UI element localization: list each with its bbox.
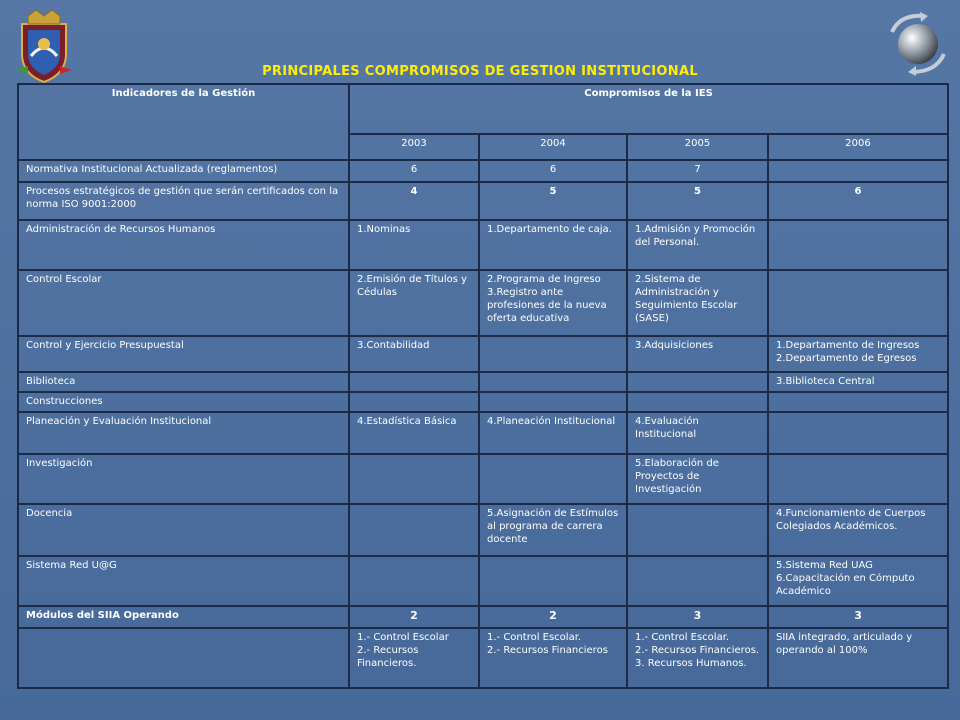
value-cell — [349, 392, 479, 412]
value-cell — [479, 556, 627, 606]
commitments-header: Compromisos de la IES — [349, 84, 948, 134]
value-cell: 6 — [768, 182, 948, 220]
value-cell: 1.- Control Escolar. 2.- Recursos Financieros — [479, 628, 627, 688]
value-cell: 7 — [627, 160, 768, 182]
value-cell: 5.Sistema Red UAG 6.Capacitación en Cómputo Académico — [768, 556, 948, 606]
indicator-cell: Biblioteca — [18, 372, 349, 392]
year-header: 2006 — [768, 134, 948, 160]
indicator-cell: Control y Ejercicio Presupuestal — [18, 336, 349, 372]
value-cell: 4.Evaluación Institucional — [627, 412, 768, 454]
indicator-cell: Control Escolar — [18, 270, 349, 336]
value-cell — [479, 372, 627, 392]
value-cell: 1.- Control Escolar. 2.- Recursos Financieros. 3. Recursos Humanos. — [627, 628, 768, 688]
table-row — [18, 392, 948, 412]
value-cell — [627, 504, 768, 556]
table-row — [18, 182, 948, 220]
value-cell: 1.Departamento de Ingresos 2.Departamento de Egresos — [768, 336, 948, 372]
value-cell: 1.- Control Escolar 2.- Recursos Financieros. — [349, 628, 479, 688]
indicator-cell: Planeación y Evaluación Institucional — [18, 412, 349, 454]
value-cell: 4.Estadística Básica — [349, 412, 479, 454]
value-cell: 6 — [479, 160, 627, 182]
value-cell: 1.Nominas — [349, 220, 479, 270]
table-row — [18, 556, 948, 606]
value-cell: 2.Sistema de Administración y Seguimiento Escolar (SASE) — [627, 270, 768, 336]
value-cell: 2 — [349, 606, 479, 628]
value-cell: 3.Contabilidad — [349, 336, 479, 372]
value-cell: 4.Planeación Institucional — [479, 412, 627, 454]
value-cell: 3.Biblioteca Central — [768, 372, 948, 392]
year-header: 2004 — [479, 134, 627, 160]
table-row — [18, 412, 948, 454]
value-cell — [349, 556, 479, 606]
table-row — [18, 606, 948, 628]
value-cell: 1.Departamento de caja. — [479, 220, 627, 270]
indicator-header: Indicadores de la Gestión — [18, 84, 349, 160]
value-cell: 5 — [479, 182, 627, 220]
value-cell: 4.Funcionamiento de Cuerpos Colegiados Académicos. — [768, 504, 948, 556]
indicator-cell: Construcciones — [18, 392, 349, 412]
value-cell — [349, 454, 479, 504]
commitments-table — [17, 83, 949, 689]
value-cell — [479, 392, 627, 412]
value-cell: 5.Asignación de Estímulos al programa de carrera docente — [479, 504, 627, 556]
indicator-cell: Procesos estratégicos de gestión que serán certificados con la norma ISO 9001:2000 — [18, 182, 349, 220]
indicator-cell — [18, 628, 349, 688]
header-row — [18, 84, 948, 134]
table-row — [18, 454, 948, 504]
indicator-cell: Sistema Red U@G — [18, 556, 349, 606]
value-cell — [768, 160, 948, 182]
value-cell: 5 — [627, 182, 768, 220]
table-row — [18, 504, 948, 556]
value-cell: 3 — [627, 606, 768, 628]
table-row — [18, 628, 948, 688]
table-row — [18, 160, 948, 182]
indicator-cell: Administración de Recursos Humanos — [18, 220, 349, 270]
indicator-cell: Normativa Institucional Actualizada (reglamentos) — [18, 160, 349, 182]
value-cell — [479, 336, 627, 372]
value-cell: 3.Adquisiciones — [627, 336, 768, 372]
value-cell: SIIA integrado, articulado y operando al 100% — [768, 628, 948, 688]
year-header: 2005 — [627, 134, 768, 160]
year-header: 2003 — [349, 134, 479, 160]
value-cell: 6 — [349, 160, 479, 182]
value-cell — [627, 556, 768, 606]
page-title: PRINCIPALES COMPROMISOS DE GESTION INSTITUCIONAL — [262, 64, 698, 79]
value-cell: 5.Elaboración de Proyectos de Investigación — [627, 454, 768, 504]
value-cell — [349, 372, 479, 392]
value-cell: 2.Programa de Ingreso 3.Registro ante profesiones de la nueva oferta educativa — [479, 270, 627, 336]
value-cell: 3 — [768, 606, 948, 628]
table-row — [18, 372, 948, 392]
value-cell — [768, 220, 948, 270]
value-cell — [479, 454, 627, 504]
value-cell: 2 — [479, 606, 627, 628]
value-cell: 1.Admisión y Promoción del Personal. — [627, 220, 768, 270]
value-cell — [768, 412, 948, 454]
table-row — [18, 270, 948, 336]
table-row — [18, 220, 948, 270]
value-cell — [768, 270, 948, 336]
value-cell — [768, 392, 948, 412]
value-cell — [627, 372, 768, 392]
value-cell — [349, 504, 479, 556]
value-cell: 4 — [349, 182, 479, 220]
value-cell: 2.Emisión de Títulos y Cédulas — [349, 270, 479, 336]
table-row — [18, 336, 948, 372]
value-cell — [768, 454, 948, 504]
value-cell — [627, 392, 768, 412]
indicator-cell: Investigación — [18, 454, 349, 504]
indicator-cell: Módulos del SIIA Operando — [18, 606, 349, 628]
indicator-cell: Docencia — [18, 504, 349, 556]
